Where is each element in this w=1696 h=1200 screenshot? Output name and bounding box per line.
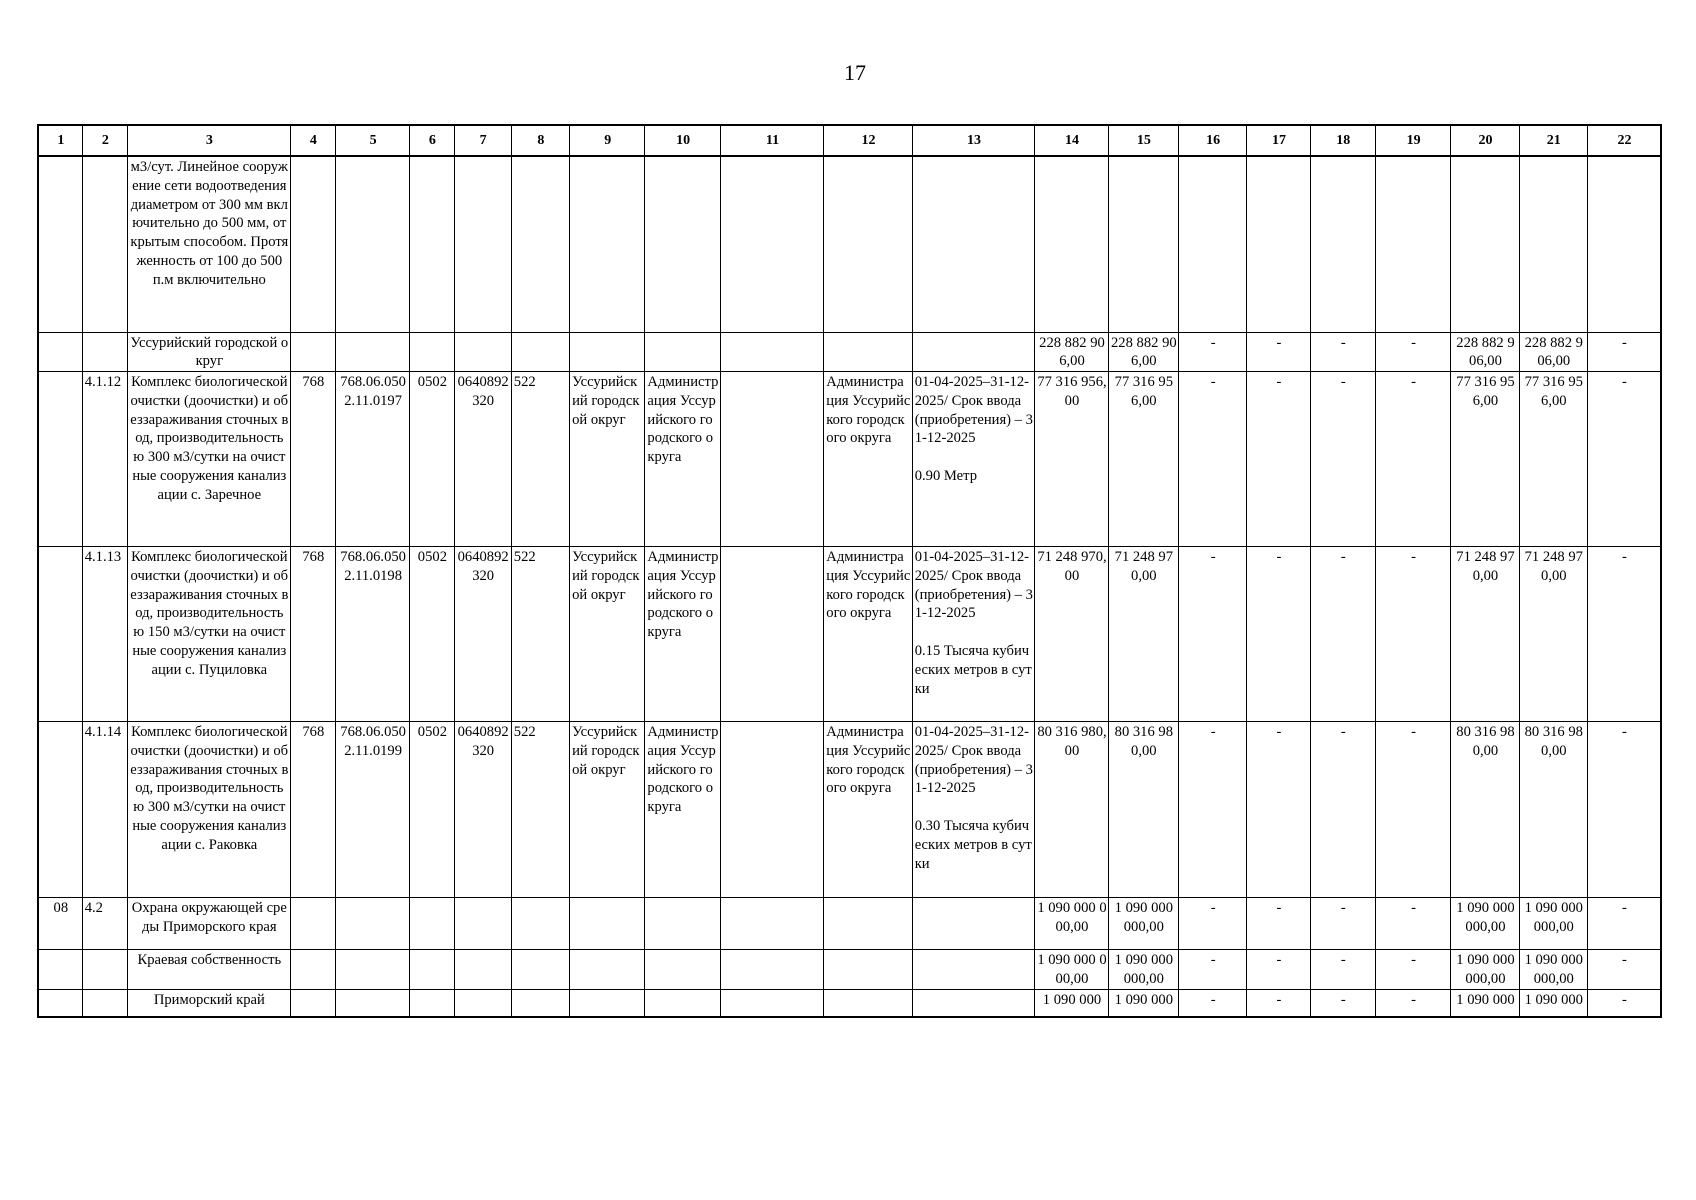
table-cell: [290, 989, 335, 1017]
table-cell: [912, 898, 1035, 950]
table-cell: [454, 989, 511, 1017]
table-cell: -: [1587, 547, 1661, 722]
table-cell: -: [1247, 989, 1310, 1017]
table-cell: Приморский край: [127, 989, 290, 1017]
table-cell: -: [1179, 547, 1247, 722]
table-cell: [335, 156, 409, 332]
table-cell: [1587, 156, 1661, 332]
column-header: 16: [1179, 125, 1247, 156]
table-cell: 0502: [410, 547, 454, 722]
table-cell: [38, 547, 82, 722]
table-cell: -: [1375, 372, 1450, 547]
table-row: [38, 156, 1661, 332]
table-cell: 522: [511, 547, 569, 722]
table-cell: [912, 989, 1035, 1017]
table-cell: 1 090 000: [1035, 989, 1108, 1017]
table-cell: 1 090 000: [1108, 989, 1178, 1017]
table-cell: -: [1247, 722, 1310, 898]
table-cell: Комплекс биологической очистки (доочистки) и обеззараживания сточных вод, производительностью 300 м3/сутки на очистные сооружения канализации с. Заречное: [127, 372, 290, 547]
column-header: 4: [290, 125, 335, 156]
table-cell: [1108, 156, 1178, 332]
table-cell: -: [1310, 547, 1375, 722]
table-row: [38, 547, 1661, 722]
table-cell: 1 090 000: [1451, 989, 1519, 1017]
table-cell: [38, 722, 82, 898]
table-cell: [290, 332, 335, 372]
table-cell: -: [1247, 950, 1310, 990]
table-cell: -: [1310, 372, 1375, 547]
table-cell: 01-04-2025–31-12-2025/ Срок ввода (приобретения) – 31-12-2025 0.90 Метр: [912, 372, 1035, 547]
table-cell: -: [1375, 989, 1450, 1017]
table-cell: [824, 156, 912, 332]
column-header: 13: [912, 125, 1035, 156]
table-cell: Администрация Уссурийского городского округа: [645, 722, 720, 898]
table-cell: [570, 898, 645, 950]
table-cell: 77 316 956,00: [1108, 372, 1178, 547]
table-cell: [824, 898, 912, 950]
table-cell: [38, 332, 82, 372]
table-cell: 768: [290, 372, 335, 547]
table-cell: 01-04-2025–31-12-2025/ Срок ввода (приобретения) – 31-12-2025 0.30 Тысяча кубических метров в сутки: [912, 722, 1035, 898]
table-row: [38, 722, 1661, 898]
table-cell: [720, 332, 824, 372]
table-cell: [645, 332, 720, 372]
table-cell: [511, 332, 569, 372]
table-cell: [410, 898, 454, 950]
table-cell: [570, 156, 645, 332]
table-cell: [570, 989, 645, 1017]
table-cell: 768: [290, 722, 335, 898]
table-cell: 01-04-2025–31-12-2025/ Срок ввода (приобретения) – 31-12-2025 0.15 Тысяча кубических метров в сутки: [912, 547, 1035, 722]
table-cell: -: [1375, 547, 1450, 722]
table-cell: [290, 950, 335, 990]
table-cell: [720, 156, 824, 332]
table-cell: [1035, 156, 1108, 332]
table-cell: 1 090 000 000,00: [1035, 898, 1108, 950]
table-cell: [824, 950, 912, 990]
table-cell: 1 090 000: [1519, 989, 1587, 1017]
table-cell: [335, 898, 409, 950]
table-cell: -: [1179, 898, 1247, 950]
table-cell: Администрация Уссурийского городского округа: [645, 547, 720, 722]
table-cell: [38, 156, 82, 332]
table-cell: -: [1310, 722, 1375, 898]
table-cell: [720, 950, 824, 990]
table-cell: [570, 950, 645, 990]
table-cell: Уссурийский городской округ: [570, 722, 645, 898]
table-cell: 228 882 906,00: [1519, 332, 1587, 372]
column-header: 21: [1519, 125, 1587, 156]
table-cell: 0502: [410, 722, 454, 898]
table-cell: 228 882 906,00: [1451, 332, 1519, 372]
table-cell: [645, 989, 720, 1017]
table-cell: Администрация Уссурийского городского округа: [824, 372, 912, 547]
header-row: [38, 125, 1661, 156]
table-cell: Уссурийский городской округ: [570, 372, 645, 547]
table-cell: -: [1587, 722, 1661, 898]
table-cell: [645, 950, 720, 990]
table-cell: 0640892320: [454, 722, 511, 898]
table-cell: -: [1587, 332, 1661, 372]
table-cell: [1310, 156, 1375, 332]
table-cell: 1 090 000 000,00: [1108, 950, 1178, 990]
table-cell: [410, 950, 454, 990]
table-cell: 08: [38, 898, 82, 950]
column-header: 18: [1310, 125, 1375, 156]
table-cell: Уссурийский городской округ: [570, 547, 645, 722]
table-row: [38, 332, 1661, 372]
table-cell: [1519, 156, 1587, 332]
table-cell: 0640892320: [454, 547, 511, 722]
table-cell: 77 316 956,00: [1451, 372, 1519, 547]
column-header: 15: [1108, 125, 1178, 156]
table-cell: 768.06.0502.11.0199: [335, 722, 409, 898]
column-header: 6: [410, 125, 454, 156]
table-cell: 71 248 970,00: [1108, 547, 1178, 722]
table-cell: [82, 989, 127, 1017]
table-cell: [720, 547, 824, 722]
table-cell: [645, 898, 720, 950]
table-cell: [82, 950, 127, 990]
table-cell: -: [1247, 332, 1310, 372]
table-cell: 0502: [410, 372, 454, 547]
column-header: 10: [645, 125, 720, 156]
table-cell: [824, 332, 912, 372]
table-cell: -: [1247, 898, 1310, 950]
column-header: 2: [82, 125, 127, 156]
table-cell: 80 316 980,00: [1108, 722, 1178, 898]
table-cell: [454, 898, 511, 950]
table-cell: [1375, 156, 1450, 332]
table-cell: -: [1310, 332, 1375, 372]
table-cell: -: [1310, 898, 1375, 950]
table-cell: [912, 332, 1035, 372]
table-cell: -: [1587, 950, 1661, 990]
table-cell: 1 090 000 000,00: [1035, 950, 1108, 990]
table-cell: 4.2: [82, 898, 127, 950]
column-header: 5: [335, 125, 409, 156]
table-cell: Охрана окружающей среды Приморского края: [127, 898, 290, 950]
table-cell: -: [1375, 332, 1450, 372]
table-cell: -: [1375, 898, 1450, 950]
table-cell: [38, 372, 82, 547]
table-cell: -: [1310, 989, 1375, 1017]
table-cell: 1 090 000 000,00: [1519, 950, 1587, 990]
table-cell: [454, 156, 511, 332]
table-cell: -: [1587, 372, 1661, 547]
table-cell: 4.1.13: [82, 547, 127, 722]
table-cell: [38, 989, 82, 1017]
table-cell: 4.1.12: [82, 372, 127, 547]
table-cell: [290, 156, 335, 332]
table-cell: -: [1310, 950, 1375, 990]
table-row: [38, 898, 1661, 950]
column-header: 3: [127, 125, 290, 156]
table-cell: [335, 989, 409, 1017]
table-cell: [824, 989, 912, 1017]
column-header: 7: [454, 125, 511, 156]
table-cell: 522: [511, 372, 569, 547]
column-header: 9: [570, 125, 645, 156]
column-header: 12: [824, 125, 912, 156]
column-header: 22: [1587, 125, 1661, 156]
table-cell: Комплекс биологической очистки (доочистки) и обеззараживания сточных вод, производительностью 300 м3/сутки на очистные сооружения канализации с. Раковка: [127, 722, 290, 898]
table-cell: -: [1179, 989, 1247, 1017]
table-cell: 0640892320: [454, 372, 511, 547]
table-cell: Краевая собственность: [127, 950, 290, 990]
table-cell: [410, 989, 454, 1017]
table-cell: [720, 989, 824, 1017]
table-cell: 768: [290, 547, 335, 722]
table-cell: 77 316 956,00: [1519, 372, 1587, 547]
table-cell: 77 316 956,00: [1035, 372, 1108, 547]
table-cell: 768.06.0502.11.0197: [335, 372, 409, 547]
table-cell: [912, 156, 1035, 332]
table-cell: [82, 332, 127, 372]
page-number: 17: [844, 60, 866, 85]
table-cell: -: [1587, 989, 1661, 1017]
table-cell: [511, 950, 569, 990]
table-cell: -: [1179, 722, 1247, 898]
table-cell: [410, 156, 454, 332]
table-cell: 71 248 970,00: [1451, 547, 1519, 722]
table-cell: Администрация Уссурийского городского округа: [645, 372, 720, 547]
table-cell: [410, 332, 454, 372]
table-row: [38, 950, 1661, 990]
table-cell: -: [1375, 950, 1450, 990]
table-cell: 80 316 980,00: [1519, 722, 1587, 898]
table-cell: 80 316 980,00: [1451, 722, 1519, 898]
table-cell: [511, 898, 569, 950]
table-cell: [38, 950, 82, 990]
table-cell: [570, 332, 645, 372]
table-cell: [720, 722, 824, 898]
column-header: 11: [720, 125, 824, 156]
table-cell: 1 090 000 000,00: [1519, 898, 1587, 950]
table-cell: 80 316 980,00: [1035, 722, 1108, 898]
data-table: [37, 124, 1662, 1018]
column-header: 20: [1451, 125, 1519, 156]
table-row: [38, 989, 1661, 1017]
table-cell: [454, 950, 511, 990]
table-cell: [511, 156, 569, 332]
column-header: 17: [1247, 125, 1310, 156]
table-cell: [1247, 156, 1310, 332]
table-cell: -: [1247, 547, 1310, 722]
table-cell: [1179, 156, 1247, 332]
table-cell: -: [1179, 372, 1247, 547]
table-cell: [335, 950, 409, 990]
table-cell: Администрация Уссурийского городского округа: [824, 547, 912, 722]
table-cell: 71 248 970,00: [1519, 547, 1587, 722]
table-cell: 228 882 906,00: [1035, 332, 1108, 372]
table-cell: [645, 156, 720, 332]
table-cell: 4.1.14: [82, 722, 127, 898]
table-cell: [511, 989, 569, 1017]
table-cell: -: [1375, 722, 1450, 898]
table-cell: м3/сут. Линейное сооружение сети водоотведения диаметром от 300 мм включительно до 500 мм, открытым способом. Протяженность от 100 до 500 п.м включительно: [127, 156, 290, 332]
table-cell: [82, 156, 127, 332]
table-cell: -: [1247, 372, 1310, 547]
table-cell: Администрация Уссурийского городского округа: [824, 722, 912, 898]
table-cell: Уссурийский городской округ: [127, 332, 290, 372]
table-cell: 1 090 000 000,00: [1451, 898, 1519, 950]
table-cell: [290, 898, 335, 950]
table-cell: 71 248 970,00: [1035, 547, 1108, 722]
table-cell: 522: [511, 722, 569, 898]
table-cell: 228 882 906,00: [1108, 332, 1178, 372]
table-cell: 768.06.0502.11.0198: [335, 547, 409, 722]
table-cell: [720, 372, 824, 547]
table-cell: 1 090 000 000,00: [1108, 898, 1178, 950]
table-cell: [335, 332, 409, 372]
column-header: 1: [38, 125, 82, 156]
table-cell: 1 090 000 000,00: [1451, 950, 1519, 990]
column-header: 19: [1375, 125, 1450, 156]
table-cell: [912, 950, 1035, 990]
table-cell: [1451, 156, 1519, 332]
table-row: [38, 372, 1661, 547]
table-cell: Комплекс биологической очистки (доочистки) и обеззараживания сточных вод, производительностью 150 м3/сутки на очистные сооружения канализации с. Пуциловка: [127, 547, 290, 722]
table-cell: -: [1179, 332, 1247, 372]
table-cell: -: [1179, 950, 1247, 990]
column-header: 14: [1035, 125, 1108, 156]
table-cell: [720, 898, 824, 950]
table-cell: -: [1587, 898, 1661, 950]
column-header: 8: [511, 125, 569, 156]
table-cell: [454, 332, 511, 372]
